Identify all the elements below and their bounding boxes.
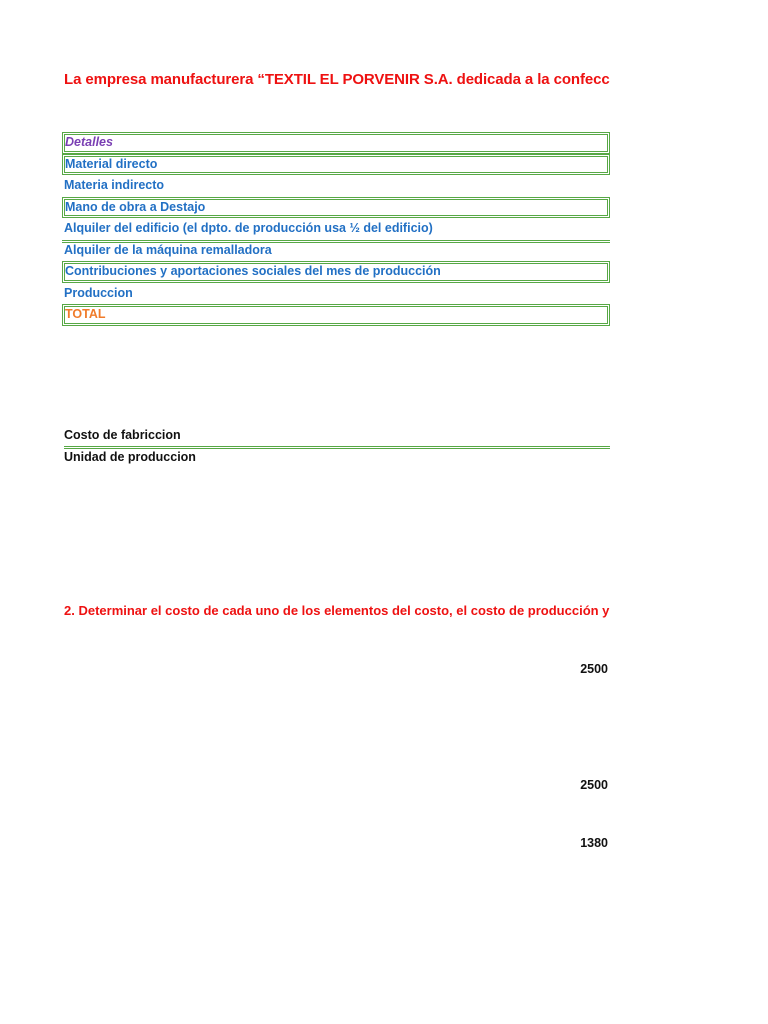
table-row (62, 261, 610, 283)
table-row-total (62, 304, 610, 326)
table-row (62, 197, 610, 219)
table-row-header (62, 132, 610, 154)
table-row (62, 240, 610, 262)
unidad-produccion-label: Unidad de produccion (64, 450, 196, 464)
table-cell: Detalles (65, 135, 113, 149)
costo-section (64, 427, 610, 467)
value-cell: 2500 (580, 778, 608, 792)
value-cell: 1380 (580, 836, 608, 850)
details-table (62, 132, 610, 326)
table-cell: Materia indirecto (64, 178, 165, 192)
table-cell: Alquiler del edificio (el dpto. de producción usa ½ del edificio) (64, 221, 433, 235)
value-cell: 2500 (580, 662, 608, 676)
costo-fabricacion-label: Costo de fabriccion (64, 428, 181, 442)
table-cell: Contribuciones y aportaciones sociales del mes de producción (65, 264, 441, 278)
table-row (62, 154, 610, 176)
table-cell: Material directo (65, 156, 158, 171)
table-cell: TOTAL (65, 307, 106, 321)
table-cell: Mano de obra a Destajo (65, 199, 206, 214)
table-row (62, 283, 610, 305)
question-text: 2. Determinar el costo de cada uno de los elementos del costo, el costo de producción y (64, 603, 610, 618)
page-title: La empresa manufacturera “TEXTIL EL PORVENIR S.A. dedicada a la confecc (64, 71, 610, 88)
table-row (62, 218, 610, 240)
table-cell: Produccion (64, 285, 133, 300)
table-row (62, 175, 610, 197)
table-cell: Alquiler de la máquina remalladora (64, 242, 272, 257)
